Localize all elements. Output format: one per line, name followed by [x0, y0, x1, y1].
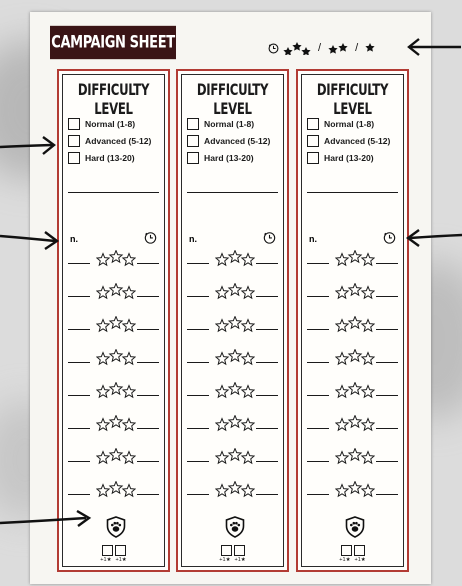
difficulty-option-label: Hard (13-20)	[204, 152, 254, 163]
bonus-checkbox[interactable]	[221, 545, 232, 556]
star-icon	[216, 320, 228, 332]
star-icon	[97, 353, 109, 365]
level-number-field[interactable]	[307, 296, 329, 297]
three-stars-icon	[215, 415, 255, 433]
three-stars-icon	[335, 283, 375, 301]
star-icon	[242, 320, 254, 332]
difficulty-heading: DIFFICULTY LEVEL	[77, 81, 150, 119]
star-icon	[110, 350, 122, 362]
star-icon	[123, 287, 135, 299]
paw-shield-icon	[106, 516, 126, 538]
arrow-left-icon	[405, 36, 462, 58]
bonus-label: +1★	[115, 557, 127, 563]
difficulty-option-label: Hard (13-20)	[324, 152, 374, 163]
star-icon	[336, 353, 348, 365]
level-number-field[interactable]	[307, 461, 329, 462]
star-icon	[349, 350, 361, 362]
bonus-checkbox[interactable]	[354, 545, 365, 556]
star-icon	[123, 254, 135, 266]
difficulty-option-label: Advanced (5-12)	[204, 135, 271, 146]
star-icon	[216, 386, 228, 398]
time-field[interactable]	[256, 494, 278, 495]
difficulty-option-2[interactable]	[187, 134, 270, 147]
level-row	[182, 283, 283, 299]
column-frame	[301, 74, 404, 567]
time-field[interactable]	[137, 494, 159, 495]
star-icon	[362, 353, 374, 365]
bonus-shield	[345, 516, 365, 543]
difficulty-checkbox[interactable]	[187, 135, 199, 147]
level-number-field[interactable]	[307, 428, 329, 429]
time-field[interactable]	[376, 395, 398, 396]
difficulty-checkbox[interactable]	[307, 118, 319, 130]
three-stars-icon	[215, 283, 255, 301]
level-row	[302, 349, 403, 365]
difficulty-checkbox[interactable]	[187, 118, 199, 130]
difficulty-checkbox[interactable]	[68, 118, 80, 130]
star-icon	[349, 416, 361, 428]
star-icon	[110, 482, 122, 494]
difficulty-option-3[interactable]	[187, 151, 254, 164]
star-icon	[229, 449, 241, 461]
paw-shield-icon	[225, 516, 245, 538]
name-write-line[interactable]	[307, 192, 398, 193]
star-icon	[110, 317, 122, 329]
time-field[interactable]	[137, 395, 159, 396]
star-icon	[336, 419, 348, 431]
star-icon	[97, 386, 109, 398]
time-field[interactable]	[137, 461, 159, 462]
three-stars-icon	[335, 349, 375, 367]
bonus-checkboxes	[182, 545, 283, 556]
difficulty-checkbox[interactable]	[187, 152, 199, 164]
level-row	[63, 481, 164, 497]
level-number-label: n.	[189, 234, 197, 244]
column-frame	[62, 74, 165, 567]
level-number-field[interactable]	[307, 329, 329, 330]
three-stars-icon	[283, 41, 311, 55]
level-number-field[interactable]	[68, 263, 90, 264]
star-icon	[242, 386, 254, 398]
level-number-field[interactable]	[68, 362, 90, 363]
clock-icon	[263, 231, 276, 244]
time-field[interactable]	[256, 329, 278, 330]
star-icon	[362, 386, 374, 398]
bonus-checkboxes	[63, 545, 164, 556]
level-number-field[interactable]	[68, 428, 90, 429]
level-row	[302, 283, 403, 299]
three-stars-icon	[96, 283, 136, 301]
star-icon	[336, 485, 348, 497]
star-icon	[216, 353, 228, 365]
level-row	[182, 349, 283, 365]
time-field[interactable]	[376, 263, 398, 264]
star-icon	[362, 320, 374, 332]
difficulty-option-label: Normal (1-8)	[324, 118, 375, 129]
level-number-field[interactable]	[187, 494, 209, 495]
arrow-left-icon	[404, 226, 462, 250]
clock-icon	[144, 231, 157, 244]
bonus-checkbox[interactable]	[115, 545, 126, 556]
level-number-label: n.	[70, 234, 78, 244]
time-column-header	[144, 231, 157, 249]
level-number-field[interactable]	[68, 461, 90, 462]
star-icon	[336, 287, 348, 299]
time-field[interactable]	[376, 428, 398, 429]
one-star-icon	[365, 43, 375, 53]
bonus-labels	[302, 557, 403, 563]
level-row	[302, 481, 403, 497]
star-icon	[229, 416, 241, 428]
three-stars-icon	[96, 349, 136, 367]
difficulty-option-label: Normal (1-8)	[85, 118, 136, 129]
difficulty-option-label: Hard (13-20)	[85, 152, 135, 163]
level-number-field[interactable]	[187, 263, 209, 264]
star-icon	[97, 419, 109, 431]
star-icon	[362, 287, 374, 299]
difficulty-time-legend	[268, 40, 375, 56]
level-number-field[interactable]	[307, 395, 329, 396]
level-row	[302, 316, 403, 332]
star-icon	[97, 320, 109, 332]
three-stars-icon	[215, 481, 255, 499]
level-number-field[interactable]	[187, 428, 209, 429]
time-field[interactable]	[376, 362, 398, 363]
level-number-field[interactable]	[307, 263, 329, 264]
star-icon	[242, 452, 254, 464]
level-row	[63, 382, 164, 398]
star-icon	[123, 386, 135, 398]
star-icon	[229, 284, 241, 296]
paw-shield-icon	[345, 516, 365, 538]
difficulty-option-1[interactable]	[187, 117, 254, 130]
star-icon	[242, 485, 254, 497]
difficulty-checkbox[interactable]	[307, 135, 319, 147]
bonus-labels	[63, 557, 164, 563]
time-field[interactable]	[137, 362, 159, 363]
bonus-checkbox[interactable]	[234, 545, 245, 556]
three-stars-icon	[335, 481, 375, 499]
campaign-column-1	[57, 69, 170, 572]
three-stars-icon	[96, 382, 136, 400]
level-row	[182, 382, 283, 398]
difficulty-option-3[interactable]	[307, 151, 374, 164]
star-icon	[110, 449, 122, 461]
level-number-field[interactable]	[187, 461, 209, 462]
three-stars-icon	[215, 316, 255, 334]
level-number-field[interactable]	[187, 296, 209, 297]
star-icon	[97, 254, 109, 266]
star-icon	[216, 287, 228, 299]
sheet-title: CAMPAIGN SHEET	[50, 26, 176, 59]
column-frame	[181, 74, 284, 567]
bonus-shield	[225, 516, 245, 543]
star-icon	[123, 419, 135, 431]
star-icon	[242, 254, 254, 266]
star-icon	[362, 254, 374, 266]
star-icon	[216, 485, 228, 497]
three-stars-icon	[335, 382, 375, 400]
three-stars-icon	[96, 448, 136, 466]
bonus-label: +1★	[219, 557, 231, 563]
level-row	[302, 448, 403, 464]
three-stars-icon	[335, 448, 375, 466]
time-field[interactable]	[376, 329, 398, 330]
star-icon	[242, 353, 254, 365]
star-icon	[216, 419, 228, 431]
level-row	[63, 415, 164, 431]
difficulty-heading: DIFFICULTY LEVEL	[196, 81, 269, 119]
star-icon	[349, 317, 361, 329]
time-field[interactable]	[376, 296, 398, 297]
level-number-field[interactable]	[68, 395, 90, 396]
star-icon	[362, 452, 374, 464]
three-stars-icon	[215, 448, 255, 466]
time-field[interactable]	[256, 461, 278, 462]
campaign-column-2	[176, 69, 289, 572]
level-row	[63, 283, 164, 299]
star-icon	[97, 485, 109, 497]
star-icon	[216, 254, 228, 266]
level-row	[302, 250, 403, 266]
level-row	[63, 349, 164, 365]
time-field[interactable]	[256, 395, 278, 396]
star-icon	[123, 353, 135, 365]
difficulty-option-label: Normal (1-8)	[204, 118, 255, 129]
level-row	[302, 415, 403, 431]
three-stars-icon	[335, 250, 375, 268]
difficulty-option-2[interactable]	[307, 134, 390, 147]
star-icon	[336, 320, 348, 332]
star-icon	[336, 254, 348, 266]
level-number-field[interactable]	[68, 296, 90, 297]
star-icon	[349, 383, 361, 395]
arrow-right-icon	[0, 228, 60, 252]
star-icon	[110, 251, 122, 263]
legend-separator: /	[355, 42, 359, 54]
level-row	[182, 481, 283, 497]
difficulty-option-label: Advanced (5-12)	[85, 135, 152, 146]
arrow-right-icon	[0, 134, 58, 158]
star-icon	[242, 287, 254, 299]
difficulty-option-3[interactable]	[68, 151, 135, 164]
time-field[interactable]	[137, 263, 159, 264]
bonus-checkboxes	[302, 545, 403, 556]
time-column-header	[383, 231, 396, 249]
bonus-label: +1★	[234, 557, 246, 563]
time-field[interactable]	[376, 461, 398, 462]
level-row	[182, 250, 283, 266]
bonus-checkbox[interactable]	[102, 545, 113, 556]
three-stars-icon	[96, 415, 136, 433]
campaign-sheet	[30, 12, 431, 584]
star-icon	[97, 452, 109, 464]
bonus-label: +1★	[354, 557, 366, 563]
level-number-field[interactable]	[307, 362, 329, 363]
bonus-label: +1★	[100, 557, 112, 563]
star-icon	[229, 383, 241, 395]
bonus-labels	[182, 557, 283, 563]
star-icon	[336, 386, 348, 398]
time-column-header	[263, 231, 276, 249]
time-field[interactable]	[256, 263, 278, 264]
time-field[interactable]	[137, 329, 159, 330]
three-stars-icon	[96, 250, 136, 268]
difficulty-checkbox[interactable]	[68, 152, 80, 164]
difficulty-checkbox[interactable]	[68, 135, 80, 147]
name-write-line[interactable]	[68, 192, 159, 193]
star-icon	[216, 452, 228, 464]
level-row	[182, 415, 283, 431]
bonus-checkbox[interactable]	[341, 545, 352, 556]
name-write-line[interactable]	[187, 192, 278, 193]
star-icon	[123, 485, 135, 497]
level-row	[63, 250, 164, 266]
arrow-right-icon	[0, 510, 92, 534]
star-icon	[110, 416, 122, 428]
star-icon	[336, 452, 348, 464]
star-icon	[349, 251, 361, 263]
star-icon	[229, 317, 241, 329]
level-row	[182, 316, 283, 332]
difficulty-option-2[interactable]	[68, 134, 151, 147]
two-stars-icon	[328, 42, 348, 54]
time-field[interactable]	[256, 296, 278, 297]
star-icon	[110, 383, 122, 395]
three-stars-icon	[335, 415, 375, 433]
time-field[interactable]	[137, 296, 159, 297]
star-icon	[349, 284, 361, 296]
star-icon	[349, 449, 361, 461]
clock-icon	[268, 43, 279, 54]
three-stars-icon	[335, 316, 375, 334]
level-row	[182, 448, 283, 464]
three-stars-icon	[215, 382, 255, 400]
bonus-label: +1★	[339, 557, 351, 563]
star-icon	[242, 419, 254, 431]
star-icon	[97, 287, 109, 299]
time-field[interactable]	[376, 494, 398, 495]
three-stars-icon	[215, 250, 255, 268]
three-stars-icon	[96, 316, 136, 334]
star-icon	[229, 482, 241, 494]
level-number-field[interactable]	[307, 494, 329, 495]
level-row	[63, 316, 164, 332]
star-icon	[362, 485, 374, 497]
difficulty-option-1[interactable]	[307, 117, 374, 130]
difficulty-checkbox[interactable]	[307, 152, 319, 164]
star-icon	[229, 350, 241, 362]
clock-icon	[383, 231, 396, 244]
level-number-field[interactable]	[68, 494, 90, 495]
level-row	[302, 382, 403, 398]
level-number-label: n.	[309, 234, 317, 244]
time-field[interactable]	[256, 428, 278, 429]
level-number-field[interactable]	[187, 395, 209, 396]
star-icon	[349, 482, 361, 494]
campaign-column-3	[296, 69, 409, 572]
difficulty-heading: DIFFICULTY LEVEL	[316, 81, 389, 119]
star-icon	[123, 320, 135, 332]
time-field[interactable]	[256, 362, 278, 363]
star-icon	[229, 251, 241, 263]
star-icon	[362, 419, 374, 431]
three-stars-icon	[215, 349, 255, 367]
star-icon	[123, 452, 135, 464]
three-stars-icon	[96, 481, 136, 499]
difficulty-option-label: Advanced (5-12)	[324, 135, 391, 146]
level-row	[63, 448, 164, 464]
star-icon	[110, 284, 122, 296]
level-number-field[interactable]	[68, 329, 90, 330]
time-field[interactable]	[137, 428, 159, 429]
legend-separator: /	[318, 42, 322, 54]
level-number-field[interactable]	[187, 362, 209, 363]
bonus-shield	[106, 516, 126, 543]
level-number-field[interactable]	[187, 329, 209, 330]
difficulty-option-1[interactable]	[68, 117, 135, 130]
